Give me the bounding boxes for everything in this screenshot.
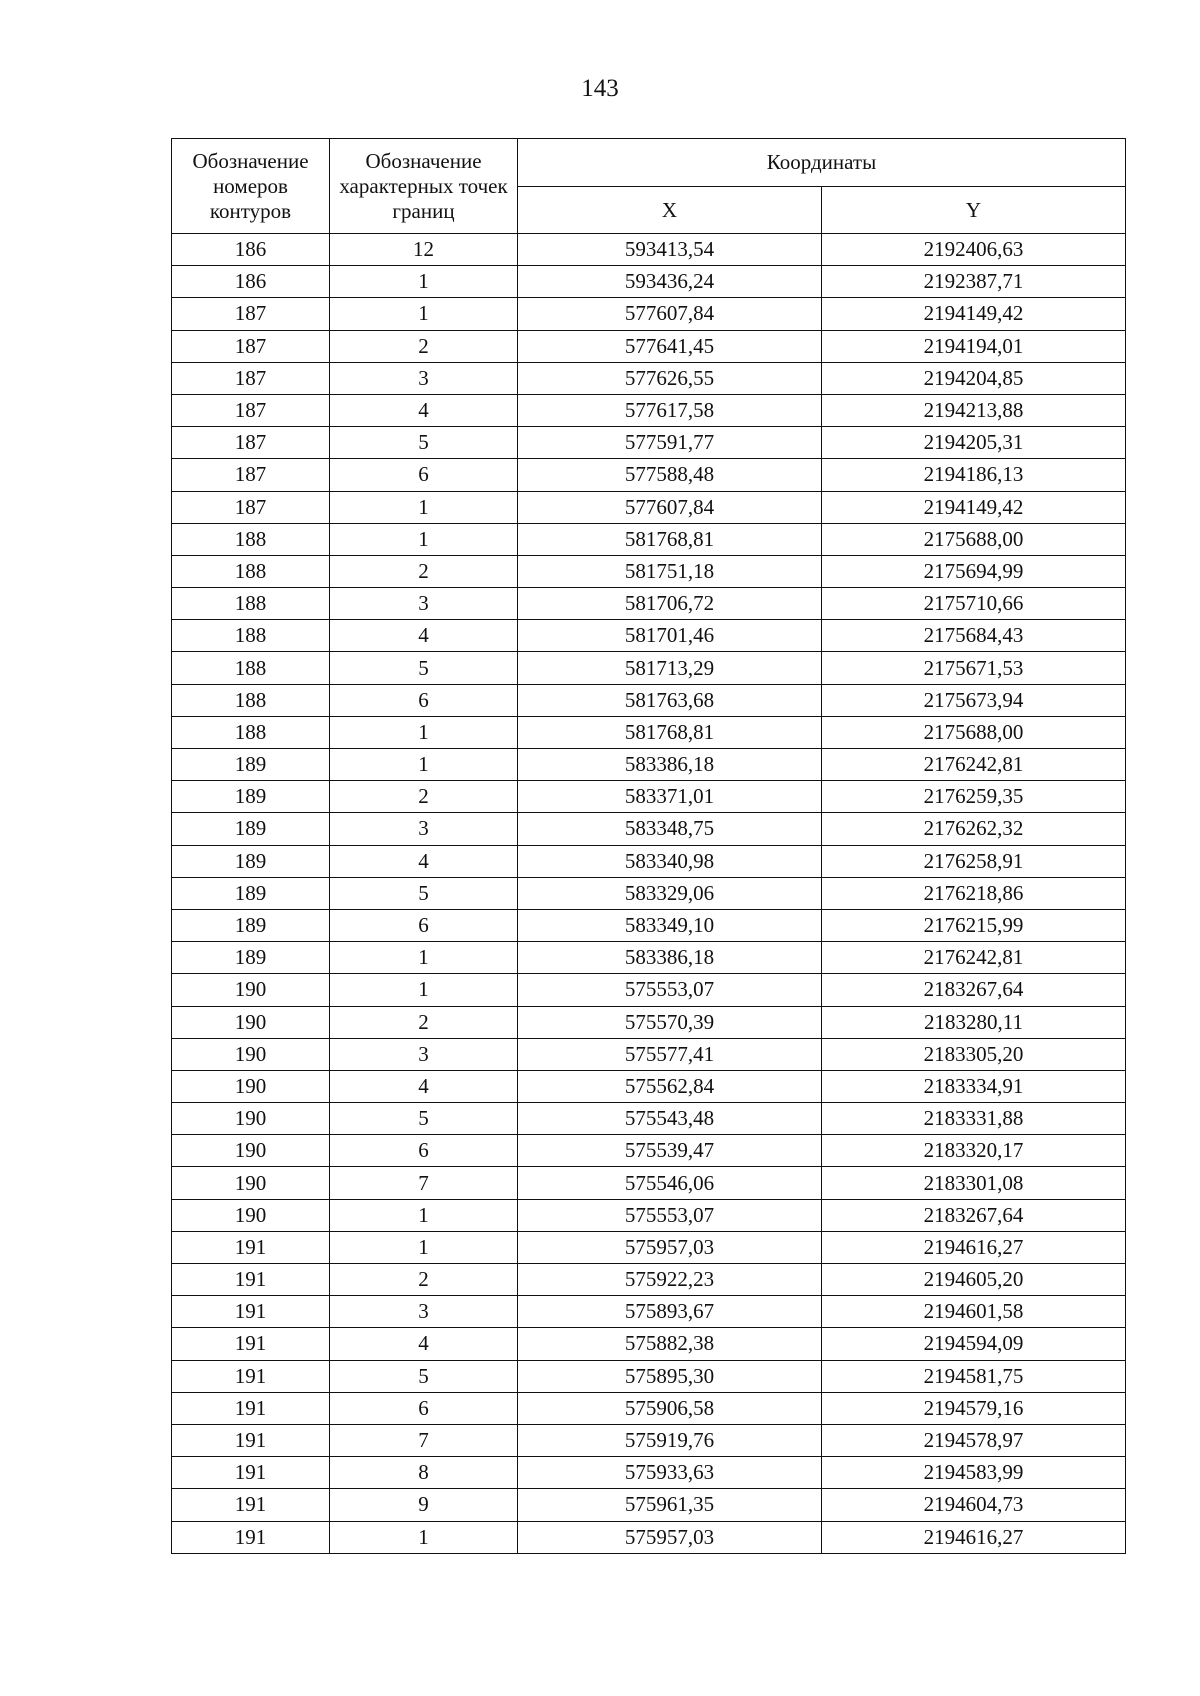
- cell-contour: 191: [172, 1392, 330, 1424]
- cell-point: 1: [330, 716, 518, 748]
- cell-x: 581768,81: [518, 716, 822, 748]
- cell-contour: 189: [172, 909, 330, 941]
- header-contour-number: Обозначение номеров контуров: [172, 139, 330, 234]
- cell-point: 4: [330, 620, 518, 652]
- table-row: [172, 394, 1126, 426]
- cell-x: 581701,46: [518, 620, 822, 652]
- cell-x: 581763,68: [518, 684, 822, 716]
- cell-point: 1: [330, 523, 518, 555]
- table-row: [172, 330, 1126, 362]
- cell-y: 2194194,01: [822, 330, 1126, 362]
- cell-point: 2: [330, 555, 518, 587]
- cell-point: 1: [330, 942, 518, 974]
- cell-x: 575893,67: [518, 1296, 822, 1328]
- cell-y: 2194149,42: [822, 491, 1126, 523]
- table-row: [172, 781, 1126, 813]
- table-row: [172, 974, 1126, 1006]
- cell-y: 2176218,86: [822, 877, 1126, 909]
- cell-x: 583340,98: [518, 845, 822, 877]
- cell-x: 577588,48: [518, 459, 822, 491]
- table-row: [172, 362, 1126, 394]
- cell-point: 4: [330, 1070, 518, 1102]
- cell-contour: 190: [172, 1103, 330, 1135]
- cell-y: 2175671,53: [822, 652, 1126, 684]
- cell-point: 3: [330, 1296, 518, 1328]
- cell-point: 3: [330, 813, 518, 845]
- cell-point: 6: [330, 1392, 518, 1424]
- coordinates-table: [171, 138, 1126, 1554]
- cell-contour: 189: [172, 845, 330, 877]
- cell-y: 2183267,64: [822, 974, 1126, 1006]
- table-row: [172, 1038, 1126, 1070]
- table-row: [172, 716, 1126, 748]
- cell-point: 2: [330, 330, 518, 362]
- cell-x: 575882,38: [518, 1328, 822, 1360]
- cell-y: 2175694,99: [822, 555, 1126, 587]
- cell-point: 5: [330, 652, 518, 684]
- cell-y: 2192387,71: [822, 266, 1126, 298]
- cell-x: 575562,84: [518, 1070, 822, 1102]
- cell-y: 2175684,43: [822, 620, 1126, 652]
- cell-y: 2194604,73: [822, 1489, 1126, 1521]
- cell-y: 2176242,81: [822, 749, 1126, 781]
- cell-x: 581751,18: [518, 555, 822, 587]
- table-row: [172, 684, 1126, 716]
- cell-x: 575906,58: [518, 1392, 822, 1424]
- cell-x: 575957,03: [518, 1231, 822, 1263]
- table-row: [172, 1199, 1126, 1231]
- cell-contour: 191: [172, 1521, 330, 1553]
- table-row: [172, 1167, 1126, 1199]
- cell-y: 2175710,66: [822, 588, 1126, 620]
- cell-y: 2194583,99: [822, 1457, 1126, 1489]
- cell-point: 2: [330, 781, 518, 813]
- page-number: 143: [581, 75, 619, 102]
- cell-y: 2175688,00: [822, 523, 1126, 555]
- cell-y: 2183331,88: [822, 1103, 1126, 1135]
- table-body: [172, 234, 1126, 1554]
- cell-point: 1: [330, 1199, 518, 1231]
- table-row: [172, 1328, 1126, 1360]
- cell-contour: 188: [172, 684, 330, 716]
- cell-x: 575546,06: [518, 1167, 822, 1199]
- header-coordinates: Координаты: [518, 139, 1126, 187]
- table-row: [172, 1135, 1126, 1167]
- header-x: X: [518, 187, 822, 234]
- cell-contour: 191: [172, 1328, 330, 1360]
- cell-y: 2183267,64: [822, 1199, 1126, 1231]
- table-row: [172, 749, 1126, 781]
- cell-x: 575957,03: [518, 1521, 822, 1553]
- table-row: [172, 620, 1126, 652]
- cell-x: 583329,06: [518, 877, 822, 909]
- table-row: [172, 459, 1126, 491]
- cell-x: 575961,35: [518, 1489, 822, 1521]
- cell-x: 577641,45: [518, 330, 822, 362]
- cell-y: 2183305,20: [822, 1038, 1126, 1070]
- cell-point: 4: [330, 845, 518, 877]
- cell-point: 5: [330, 427, 518, 459]
- cell-y: 2194594,09: [822, 1328, 1126, 1360]
- cell-point: 6: [330, 909, 518, 941]
- cell-y: 2194186,13: [822, 459, 1126, 491]
- cell-point: 3: [330, 362, 518, 394]
- cell-contour: 190: [172, 1006, 330, 1038]
- cell-y: 2194616,27: [822, 1521, 1126, 1553]
- cell-contour: 191: [172, 1231, 330, 1263]
- cell-contour: 188: [172, 555, 330, 587]
- cell-contour: 191: [172, 1264, 330, 1296]
- cell-y: 2192406,63: [822, 234, 1126, 266]
- table-row: [172, 1489, 1126, 1521]
- cell-point: 1: [330, 974, 518, 1006]
- cell-y: 2176242,81: [822, 942, 1126, 974]
- cell-point: 7: [330, 1424, 518, 1456]
- cell-x: 575539,47: [518, 1135, 822, 1167]
- table-row: [172, 1392, 1126, 1424]
- cell-x: 575919,76: [518, 1424, 822, 1456]
- cell-contour: 186: [172, 266, 330, 298]
- cell-x: 583371,01: [518, 781, 822, 813]
- cell-point: 5: [330, 1103, 518, 1135]
- cell-point: 6: [330, 684, 518, 716]
- cell-y: 2183280,11: [822, 1006, 1126, 1038]
- cell-x: 575570,39: [518, 1006, 822, 1038]
- cell-y: 2183320,17: [822, 1135, 1126, 1167]
- cell-point: 12: [330, 234, 518, 266]
- cell-contour: 190: [172, 974, 330, 1006]
- cell-point: 1: [330, 1231, 518, 1263]
- table-row: [172, 555, 1126, 587]
- cell-contour: 187: [172, 427, 330, 459]
- cell-point: 3: [330, 588, 518, 620]
- table-row: [172, 427, 1126, 459]
- cell-point: 6: [330, 1135, 518, 1167]
- cell-point: 7: [330, 1167, 518, 1199]
- cell-point: 1: [330, 298, 518, 330]
- table-row: [172, 1231, 1126, 1263]
- cell-x: 581713,29: [518, 652, 822, 684]
- cell-x: 575543,48: [518, 1103, 822, 1135]
- table-row: [172, 1521, 1126, 1553]
- cell-y: 2194605,20: [822, 1264, 1126, 1296]
- table-row: [172, 1424, 1126, 1456]
- cell-x: 575553,07: [518, 1199, 822, 1231]
- cell-point: 2: [330, 1006, 518, 1038]
- cell-point: 1: [330, 749, 518, 781]
- cell-contour: 190: [172, 1070, 330, 1102]
- cell-point: 1: [330, 491, 518, 523]
- cell-x: 581706,72: [518, 588, 822, 620]
- cell-y: 2194204,85: [822, 362, 1126, 394]
- cell-point: 2: [330, 1264, 518, 1296]
- cell-contour: 190: [172, 1167, 330, 1199]
- cell-x: 577591,77: [518, 427, 822, 459]
- cell-contour: 188: [172, 716, 330, 748]
- cell-contour: 189: [172, 781, 330, 813]
- cell-x: 577617,58: [518, 394, 822, 426]
- cell-x: 593436,24: [518, 266, 822, 298]
- cell-x: 583348,75: [518, 813, 822, 845]
- cell-point: 5: [330, 1360, 518, 1392]
- table-row: [172, 1296, 1126, 1328]
- table-row: [172, 1006, 1126, 1038]
- cell-contour: 189: [172, 877, 330, 909]
- cell-contour: 187: [172, 298, 330, 330]
- cell-x: 577607,84: [518, 491, 822, 523]
- cell-contour: 190: [172, 1199, 330, 1231]
- cell-x: 583386,18: [518, 942, 822, 974]
- cell-contour: 187: [172, 491, 330, 523]
- cell-point: 4: [330, 394, 518, 426]
- table-row: [172, 942, 1126, 974]
- cell-contour: 187: [172, 362, 330, 394]
- table-row: [172, 523, 1126, 555]
- cell-y: 2176259,35: [822, 781, 1126, 813]
- cell-contour: 190: [172, 1135, 330, 1167]
- cell-contour: 189: [172, 749, 330, 781]
- cell-contour: 188: [172, 652, 330, 684]
- table-row: [172, 1360, 1126, 1392]
- table-row: [172, 845, 1126, 877]
- cell-x: 583349,10: [518, 909, 822, 941]
- cell-y: 2194581,75: [822, 1360, 1126, 1392]
- cell-y: 2194213,88: [822, 394, 1126, 426]
- table-row: [172, 877, 1126, 909]
- cell-contour: 187: [172, 394, 330, 426]
- cell-x: 577626,55: [518, 362, 822, 394]
- cell-x: 593413,54: [518, 234, 822, 266]
- cell-y: 2194578,97: [822, 1424, 1126, 1456]
- cell-contour: 191: [172, 1489, 330, 1521]
- cell-contour: 191: [172, 1296, 330, 1328]
- cell-contour: 187: [172, 459, 330, 491]
- cell-x: 575895,30: [518, 1360, 822, 1392]
- cell-contour: 191: [172, 1360, 330, 1392]
- cell-contour: 187: [172, 330, 330, 362]
- cell-point: 1: [330, 1521, 518, 1553]
- cell-point: 3: [330, 1038, 518, 1070]
- table-row: [172, 298, 1126, 330]
- table-row: [172, 491, 1126, 523]
- table-row: [172, 1264, 1126, 1296]
- cell-point: 9: [330, 1489, 518, 1521]
- cell-x: 583386,18: [518, 749, 822, 781]
- cell-y: 2183301,08: [822, 1167, 1126, 1199]
- cell-point: 8: [330, 1457, 518, 1489]
- table-row: [172, 652, 1126, 684]
- cell-contour: 189: [172, 813, 330, 845]
- cell-y: 2194579,16: [822, 1392, 1126, 1424]
- cell-contour: 188: [172, 620, 330, 652]
- table-row: [172, 234, 1126, 266]
- cell-x: 575933,63: [518, 1457, 822, 1489]
- cell-contour: 186: [172, 234, 330, 266]
- cell-x: 575577,41: [518, 1038, 822, 1070]
- cell-point: 5: [330, 877, 518, 909]
- cell-x: 581768,81: [518, 523, 822, 555]
- cell-y: 2194149,42: [822, 298, 1126, 330]
- cell-y: 2183334,91: [822, 1070, 1126, 1102]
- table-row: [172, 1103, 1126, 1135]
- cell-y: 2194205,31: [822, 427, 1126, 459]
- table-row: [172, 266, 1126, 298]
- table-row: [172, 1457, 1126, 1489]
- cell-contour: 191: [172, 1424, 330, 1456]
- table-row: [172, 1070, 1126, 1102]
- cell-contour: 190: [172, 1038, 330, 1070]
- cell-contour: 191: [172, 1457, 330, 1489]
- cell-y: 2176215,99: [822, 909, 1126, 941]
- cell-point: 6: [330, 459, 518, 491]
- cell-contour: 189: [172, 942, 330, 974]
- cell-y: 2176258,91: [822, 845, 1126, 877]
- cell-y: 2176262,32: [822, 813, 1126, 845]
- cell-contour: 188: [172, 523, 330, 555]
- table-row: [172, 909, 1126, 941]
- header-y: Y: [822, 187, 1126, 234]
- cell-y: 2175673,94: [822, 684, 1126, 716]
- header-boundary-point: Обозначение характерных точек границ: [330, 139, 518, 234]
- cell-contour: 188: [172, 588, 330, 620]
- table-row: [172, 813, 1126, 845]
- cell-x: 577607,84: [518, 298, 822, 330]
- cell-y: 2194601,58: [822, 1296, 1126, 1328]
- cell-point: 4: [330, 1328, 518, 1360]
- table-row: [172, 588, 1126, 620]
- cell-x: 575553,07: [518, 974, 822, 1006]
- cell-point: 1: [330, 266, 518, 298]
- cell-x: 575922,23: [518, 1264, 822, 1296]
- cell-y: 2194616,27: [822, 1231, 1126, 1263]
- cell-y: 2175688,00: [822, 716, 1126, 748]
